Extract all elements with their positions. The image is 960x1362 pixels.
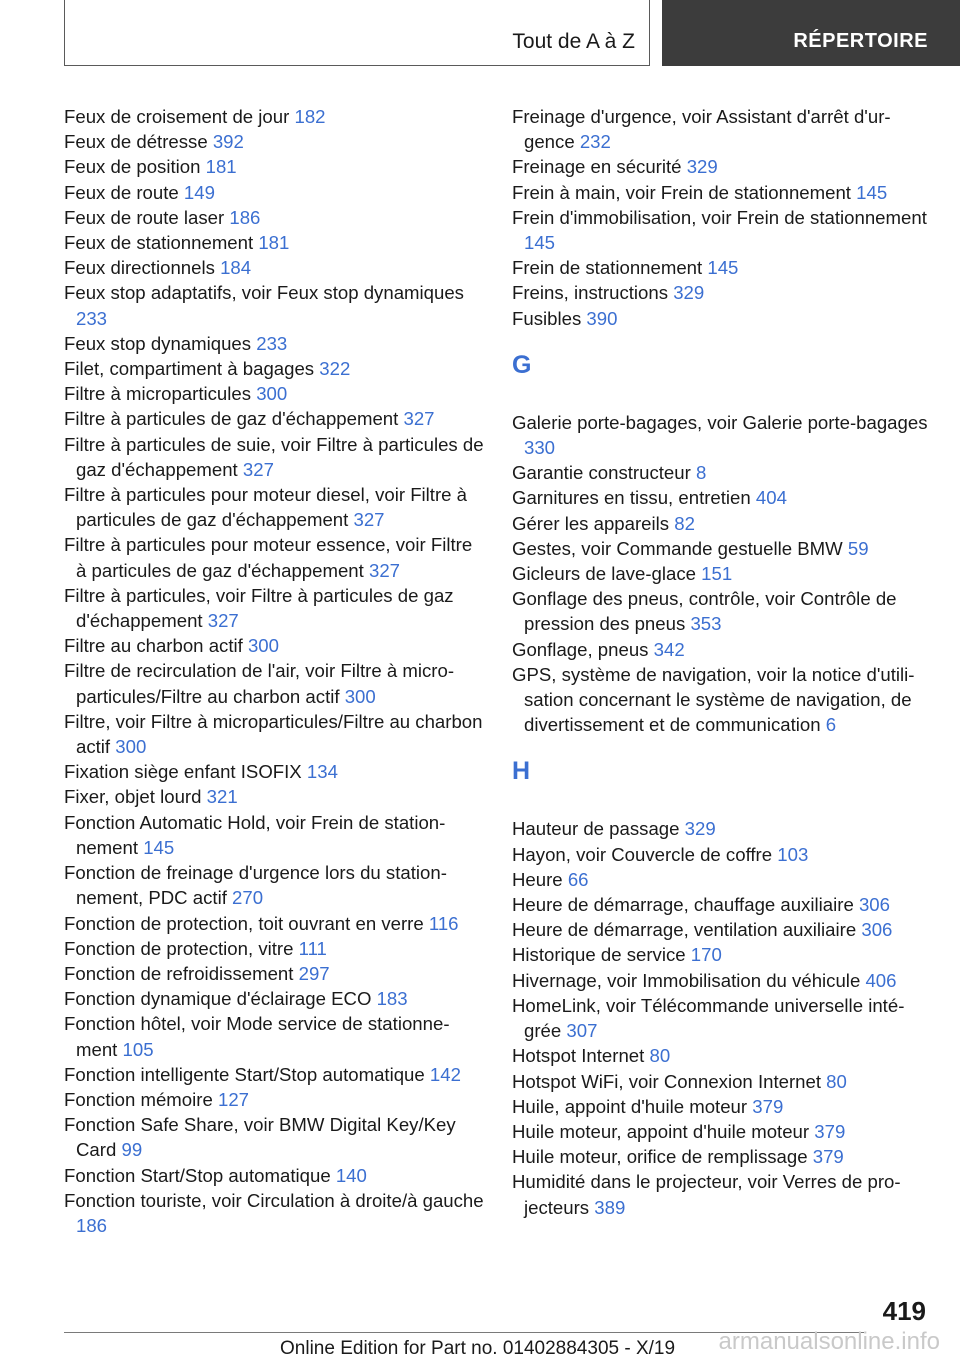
chapter-tab — [662, 0, 960, 66]
index-entry — [512, 306, 932, 331]
index-entry-text: Fonction mémoire — [64, 1088, 213, 1110]
index-entry-text: Fonction dynamique d'éclairage ECO — [64, 988, 372, 1010]
index-entry-text: Fonction Start/Stop automatique — [64, 1164, 331, 1186]
page-reference-link[interactable]: 300 — [344, 685, 376, 707]
index-entry-text: Feux de position — [64, 156, 201, 178]
index-entry — [64, 936, 484, 961]
page-reference-link[interactable]: 233 — [256, 332, 288, 354]
page-reference-link[interactable]: 300 — [256, 383, 288, 405]
page-reference-link[interactable]: 66 — [567, 868, 589, 890]
index-entry — [512, 255, 932, 280]
index-entry-text: Gestes, voir Commande gestuelle BMW — [512, 537, 843, 559]
index-entry — [512, 816, 932, 841]
index-entry-text: Filtre à microparticules — [64, 383, 252, 405]
page-reference-link[interactable]: 145 — [143, 836, 175, 858]
index-entry — [512, 1169, 932, 1219]
index-entry-text: Fonction hôtel, voir Mode service de stationnement — [64, 1013, 450, 1060]
page-reference-link[interactable]: 327 — [403, 408, 435, 430]
page-reference-link[interactable]: 127 — [217, 1088, 250, 1110]
index-entry-text: Gonflage, pneus — [512, 638, 649, 660]
index-entry-text: Filtre, voir Filtre à microparticules/Filtre au charbon actif — [64, 710, 483, 758]
index-entry-text: Heure — [512, 868, 563, 890]
page-reference-link[interactable]: 329 — [684, 818, 716, 840]
index-entry-text: HomeLink, voir Télécommande universelle intégrée — [512, 994, 905, 1042]
page-reference-link[interactable]: 134 — [306, 761, 338, 783]
index-entry — [512, 104, 932, 154]
page-reference-link[interactable]: 329 — [686, 156, 718, 178]
index-entry — [512, 205, 932, 255]
page-reference-link[interactable]: 186 — [229, 206, 261, 228]
index-entry-text: Huile moteur, appoint d'huile moteur — [512, 1120, 810, 1142]
page-reference-link[interactable]: 342 — [653, 638, 685, 660]
page-reference-link[interactable]: 379 — [814, 1120, 846, 1142]
page-reference-link[interactable]: 82 — [674, 512, 695, 534]
page-reference-link[interactable]: 353 — [690, 613, 722, 635]
index-entry-text: Historique de service — [512, 944, 686, 966]
index-entry — [512, 410, 932, 460]
letter-heading-h: H — [512, 757, 531, 786]
page-reference-link[interactable]: 327 — [369, 559, 401, 581]
index-entry — [64, 154, 484, 179]
index-entry — [64, 255, 484, 280]
index-entry-text: Hotspot Internet — [512, 1045, 645, 1067]
index-entry-text: Fonction de refroidissement — [64, 962, 294, 984]
page-reference-link[interactable]: 329 — [673, 282, 705, 304]
index-entry-text: Feux directionnels — [64, 257, 215, 279]
page-reference-link[interactable]: 321 — [206, 786, 238, 808]
index-entry-text: Gérer les appareils — [512, 512, 670, 534]
index-entry-text: Frein à main, voir Frein de stationnement — [512, 181, 851, 203]
index-entry — [64, 482, 484, 532]
letter-heading-g: G — [512, 350, 532, 379]
index-entry-text: Filtre à particules de suie, voir Filtre à particules de gaz d'échappement — [64, 433, 484, 480]
index-entry-text: Huile, appoint d'huile moteur — [512, 1095, 748, 1117]
index-entry — [512, 1119, 932, 1144]
page-reference-link[interactable]: 306 — [858, 894, 890, 916]
index-entry — [64, 1011, 484, 1061]
index-entry — [64, 1163, 484, 1188]
index-entry-text: GPS, système de navigation, voir la notice d'utilisation concernant le système de navigation, de divertissement et de communication — [512, 663, 915, 736]
page-reference-link[interactable]: 390 — [586, 307, 618, 329]
index-entry — [64, 331, 484, 356]
page-reference-link[interactable]: 232 — [579, 131, 611, 153]
page-reference-link[interactable]: 327 — [242, 458, 274, 480]
page-reference-link[interactable]: 327 — [353, 509, 385, 531]
index-entry-text: Feux stop adaptatifs, voir Feux stop dynamiques — [64, 282, 464, 304]
edition-text: Online Edition for Part no. 01402884305 - X/19 — [280, 1338, 676, 1359]
page-reference-link[interactable]: 389 — [594, 1196, 626, 1218]
index-entry — [512, 867, 932, 892]
index-entry — [512, 993, 932, 1043]
index-entry — [512, 1094, 932, 1119]
watermark: armanualsonline.info — [718, 1328, 940, 1355]
index-entry-text: Hayon, voir Couvercle de coffre — [512, 843, 773, 865]
index-entry-text: Filtre à particules pour moteur diesel, voir Filtre à particules de gaz d'échappement — [64, 484, 468, 531]
index-entry — [512, 511, 932, 536]
index-entry — [512, 280, 932, 305]
page-reference-link[interactable]: 116 — [428, 912, 459, 934]
index-entry-text: Feux de route — [64, 181, 179, 203]
index-entry — [512, 892, 932, 917]
index-entry — [64, 104, 484, 129]
index-entry — [512, 586, 932, 636]
index-entry — [64, 1062, 484, 1087]
index-entry-text: Filtre de recirculation de l'air, voir Filtre à microparticules/Filtre au charbon actif — [64, 660, 455, 707]
page-reference-link[interactable]: 330 — [524, 437, 556, 459]
index-entry — [512, 154, 932, 179]
section-label: Tout de A à Z — [512, 30, 635, 53]
index-entry-text: Fusibles — [512, 307, 582, 329]
index-entry — [512, 460, 932, 485]
page-reference-link[interactable]: 105 — [122, 1038, 154, 1060]
index-list-g — [512, 410, 932, 738]
index-entry — [64, 205, 484, 230]
index-entry — [512, 917, 932, 942]
index-list-h — [512, 816, 932, 1219]
index-entry — [64, 381, 484, 406]
page-reference-link[interactable]: 183 — [376, 988, 408, 1010]
page-reference-link[interactable]: 182 — [294, 106, 326, 127]
index-entry-text: Feux de détresse — [64, 131, 208, 153]
page-reference-link[interactable]: 379 — [812, 1146, 844, 1168]
index-entry-text: Fonction intelligente Start/Stop automatique — [64, 1063, 425, 1085]
chapter-label: RÉPERTOIRE — [793, 30, 928, 52]
index-entry-text: Fixation siège enfant ISOFIX — [64, 761, 302, 783]
index-entry-text: Filet, compartiment à bagages — [64, 358, 315, 380]
page-reference-link[interactable]: 379 — [752, 1095, 784, 1117]
index-entry — [512, 637, 932, 662]
index-entry-text: Fonction Automatic Hold, voir Frein de stationnement — [64, 811, 446, 858]
index-entry-text: Frein de stationnement — [512, 257, 703, 279]
index-entry — [64, 583, 484, 633]
page-reference-link[interactable]: 103 — [777, 843, 809, 865]
index-entry — [64, 1112, 484, 1162]
page-reference-link[interactable]: 170 — [690, 944, 722, 966]
index-entry — [512, 180, 932, 205]
index-entry — [64, 961, 484, 986]
index-entry-text: Feux de route laser — [64, 206, 225, 228]
index-entry — [64, 432, 484, 482]
page-reference-link[interactable]: 99 — [121, 1139, 143, 1161]
page-reference-link[interactable]: 181 — [258, 232, 290, 254]
page-reference-link[interactable]: 406 — [865, 969, 897, 991]
index-entry-text: Feux de stationnement — [64, 232, 254, 254]
index-entry-text: Garantie constructeur — [512, 462, 691, 484]
index-entry — [64, 356, 484, 381]
page-reference-link[interactable]: 145 — [524, 232, 556, 254]
index-entry — [512, 536, 932, 561]
index-entry-text: Filtre à particules, voir Filtre à particules de gaz d'échappement — [64, 584, 454, 632]
index-column-right — [512, 104, 932, 1220]
index-entry-text: Fonction Safe Share, voir BMW Digital Key/Key Card — [64, 1114, 456, 1161]
index-entry — [64, 633, 484, 658]
index-entry — [64, 230, 484, 255]
page-reference-link[interactable]: 300 — [115, 736, 147, 758]
index-column-left — [64, 104, 484, 1238]
index-entry — [64, 986, 484, 1011]
index-entry-text: Fonction de protection, vitre — [64, 937, 294, 959]
index-entry-text: Hivernage, voir Immobilisation du véhicule — [512, 969, 861, 991]
page-reference-link[interactable]: 233 — [76, 307, 108, 329]
index-entry-text: Heure de démarrage, ventilation auxiliaire — [512, 919, 857, 941]
index-entry — [512, 662, 932, 738]
page-reference-link[interactable]: 184 — [220, 257, 252, 279]
index-list-f — [512, 104, 932, 331]
index-entry-text: Freinage d'urgence, voir Assistant d'arrêt d'urgence — [512, 106, 891, 153]
index-entry-text: Freinage en sécurité — [512, 156, 682, 178]
index-entry — [512, 1069, 932, 1094]
index-entry-text: Freins, instructions — [512, 282, 669, 304]
page-number: 419 — [882, 1296, 926, 1326]
index-entry-text: Hotspot WiFi, voir Connexion Internet — [512, 1070, 821, 1092]
index-entry — [512, 1043, 932, 1068]
index-entry-text: Fonction de protection, toit ouvrant en verre — [64, 912, 424, 934]
index-entry-text: Hauteur de passage — [512, 818, 680, 840]
index-entry — [64, 709, 484, 759]
page-reference-link[interactable]: 327 — [207, 610, 239, 632]
page-reference-link[interactable]: 181 — [205, 156, 237, 178]
section-tab — [64, 0, 650, 66]
index-entry-text: Fixer, objet lourd — [64, 786, 202, 808]
index-entry-text: Humidité dans le projecteur, voir Verres de projecteurs — [512, 1171, 901, 1218]
page-reference-link[interactable]: 6 — [825, 714, 837, 736]
index-entry — [64, 759, 484, 784]
page-reference-link[interactable]: 297 — [298, 962, 330, 984]
index-entry — [512, 485, 932, 510]
index-entry — [64, 280, 484, 330]
page-reference-link[interactable]: 140 — [335, 1164, 367, 1186]
index-entry — [64, 532, 484, 582]
page-reference-link[interactable]: 111 — [298, 937, 327, 959]
page-reference-link[interactable]: 404 — [755, 487, 787, 509]
index-entry-text: Filtre au charbon actif — [64, 635, 243, 657]
index-entry — [512, 968, 932, 993]
index-entry-text: Gonflage des pneus, contrôle, voir Contrôle de pression des pneus — [512, 588, 897, 635]
index-entry — [512, 942, 932, 967]
index-entry — [64, 1188, 484, 1238]
index-entry-text: Heure de démarrage, chauffage auxiliaire — [512, 894, 854, 916]
index-entry-text: Gicleurs de lave-glace — [512, 563, 696, 585]
index-entry-text: Filtre à particules de gaz d'échappement — [64, 408, 399, 430]
index-entry — [64, 406, 484, 431]
page-reference-link[interactable]: 392 — [212, 131, 244, 153]
index-entry-text: Galerie porte-bagages, voir Galerie porte-bagages — [512, 411, 928, 433]
page-reference-link[interactable]: 142 — [429, 1063, 461, 1085]
page-reference-link[interactable]: 80 — [649, 1045, 671, 1067]
page-reference-link[interactable]: 300 — [247, 635, 279, 657]
page-reference-link[interactable]: 306 — [861, 919, 893, 941]
page-reference-link[interactable]: 322 — [319, 358, 351, 380]
index-entry — [64, 860, 484, 910]
index-entry-text: Frein d'immobilisation, voir Frein de stationnement — [512, 206, 927, 228]
index-entry-text: Fonction touriste, voir Circulation à droite/à gauche — [64, 1189, 484, 1211]
index-entry — [64, 129, 484, 154]
index-entry-text: Huile moteur, orifice de remplissage — [512, 1146, 808, 1168]
page-reference-link[interactable]: 151 — [701, 563, 733, 585]
page-reference-link[interactable]: 186 — [76, 1214, 108, 1236]
index-entry — [64, 810, 484, 860]
page-reference-link[interactable]: 8 — [695, 462, 707, 484]
index-entry — [64, 658, 484, 708]
index-entry — [64, 1087, 484, 1112]
page-reference-link[interactable]: 145 — [707, 257, 739, 279]
index-entry-text: Feux stop dynamiques — [64, 332, 252, 354]
index-entry-text: Garnitures en tissu, entretien — [512, 487, 751, 509]
index-entry — [64, 784, 484, 809]
index-entry-text: Fonction de freinage d'urgence lors du stationnement, PDC actif — [64, 862, 447, 909]
page-reference-link[interactable]: 80 — [826, 1070, 847, 1092]
index-entry-text: Feux de croisement de jour — [64, 106, 290, 127]
page-reference-link[interactable]: 270 — [232, 887, 264, 909]
index-entry-text: Filtre à particules pour moteur essence, voir Filtre à particules de gaz d'échappement — [64, 534, 473, 581]
index-entry — [64, 180, 484, 205]
page-reference-link[interactable]: 59 — [847, 537, 869, 559]
index-entry — [64, 911, 484, 936]
index-entry — [512, 1144, 932, 1169]
index-entry — [512, 561, 932, 586]
page-reference-link[interactable]: 307 — [566, 1020, 598, 1042]
page-reference-link[interactable]: 149 — [183, 181, 215, 203]
page-reference-link[interactable]: 145 — [856, 181, 888, 203]
index-entry — [512, 842, 932, 867]
